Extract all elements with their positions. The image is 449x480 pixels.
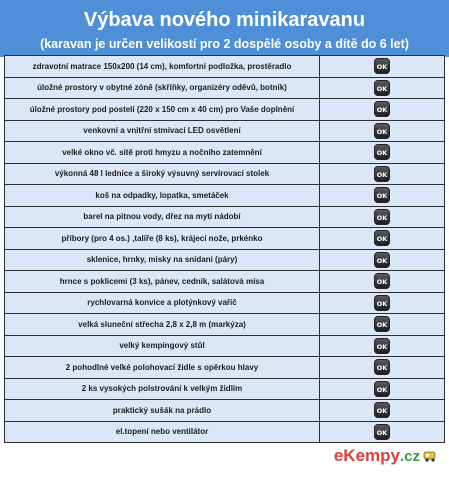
status-cell [320, 185, 445, 207]
status-cell [320, 357, 445, 379]
ok-badge-icon: OK [374, 144, 390, 160]
table-row [5, 185, 445, 207]
item-label: příbory (pro 4 os.) ,talíře (8 ks), krájecí nože, prkénko [5, 228, 320, 250]
ok-badge-icon: OK [374, 295, 390, 311]
ok-badge-icon: OK [374, 252, 390, 268]
equipment-table [4, 55, 445, 443]
table-row [5, 357, 445, 379]
item-label: velké okno vč. sítě proti hmyzu a nočního zatemnění [5, 142, 320, 164]
page-subtitle: (karavan je určen velikostí pro 2 dospělé osoby a dítě do 6 let) [40, 37, 409, 51]
status-cell [320, 163, 445, 185]
status-cell [320, 421, 445, 443]
ok-badge-icon: OK [374, 166, 390, 182]
ok-badge-icon: OK [374, 187, 390, 203]
table-row [5, 378, 445, 400]
item-label: rychlovarná konvice a plotýnkový vařič [5, 292, 320, 314]
ok-badge-icon: OK [374, 381, 390, 397]
item-label: hrnce s poklicemi (3 ks), pánev, cedník, salátová mísa [5, 271, 320, 293]
watermark-logo [334, 446, 437, 466]
table-row [5, 292, 445, 314]
status-cell [320, 378, 445, 400]
status-cell [320, 206, 445, 228]
item-label: 2 ks vysokých polstrování k velkým židlím [5, 378, 320, 400]
watermark-name: eKempy [333, 446, 400, 465]
item-label: el.topení nebo ventilátor [5, 421, 320, 443]
table-row [5, 249, 445, 271]
table-row [5, 120, 445, 142]
table-row [5, 400, 445, 422]
item-label: úložné prostory v obytné zóně (skříňky, organizéry oděvů, botník) [5, 77, 320, 99]
item-label: sklenice, hrnky, misky na snídani (páry) [5, 249, 320, 271]
table-row [5, 163, 445, 185]
item-label: 2 pohodlné velké polohovací židle s opěrkou hlavy [5, 357, 320, 379]
ok-badge-icon: OK [374, 58, 390, 74]
item-label: úložné prostory pod postelí (220 x 150 cm x 40 cm) pro Vaše doplnění [5, 99, 320, 121]
ok-badge-icon: OK [374, 230, 390, 246]
table-row [5, 77, 445, 99]
watermark-tld: .cz [399, 447, 420, 465]
status-cell [320, 56, 445, 78]
header-banner [0, 0, 449, 57]
table-row [5, 314, 445, 336]
table-row [5, 421, 445, 443]
ok-badge-icon: OK [374, 273, 390, 289]
ok-badge-icon: OK [374, 209, 390, 225]
table-row [5, 56, 445, 78]
status-cell [320, 228, 445, 250]
ok-badge-icon: OK [374, 359, 390, 375]
item-label: zdravotní matrace 150x200 (14 cm), komfortní podložka, prostěradlo [5, 56, 320, 78]
ok-badge-icon: OK [374, 316, 390, 332]
page-title: Výbava nového minikaravanu [83, 9, 366, 31]
table-row [5, 142, 445, 164]
item-label: venkovní a vnitřní stmívací LED osvětlení [5, 120, 320, 142]
status-cell [320, 77, 445, 99]
status-cell [320, 292, 445, 314]
table-row [5, 206, 445, 228]
table-row [5, 99, 445, 121]
table-row [5, 335, 445, 357]
status-cell [320, 314, 445, 336]
item-label: barel na pitnou vody, dřez na mytí nádobí [5, 206, 320, 228]
item-label: velký kempingový stůl [5, 335, 320, 357]
status-cell [320, 271, 445, 293]
ok-badge-icon: OK [374, 101, 390, 117]
item-label: velká sluneční střecha 2,8 x 2,8 m (markýza) [5, 314, 320, 336]
ok-badge-icon: OK [374, 402, 390, 418]
status-cell [320, 120, 445, 142]
item-label: koš na odpadky, lopatka, smetáček [5, 185, 320, 207]
item-label: výkonná 48 l lednice a široký výsuvný servírovací stolek [5, 163, 320, 185]
ok-badge-icon: OK [374, 424, 390, 440]
status-cell [320, 400, 445, 422]
status-cell [320, 335, 445, 357]
caravan-icon [423, 450, 437, 462]
table-row [5, 271, 445, 293]
table-row [5, 228, 445, 250]
status-cell [320, 249, 445, 271]
ok-badge-icon: OK [374, 123, 390, 139]
item-label: praktický sušák na prádlo [5, 400, 320, 422]
ok-badge-icon: OK [374, 338, 390, 354]
ok-badge-icon: OK [374, 80, 390, 96]
status-cell [320, 99, 445, 121]
status-cell [320, 142, 445, 164]
